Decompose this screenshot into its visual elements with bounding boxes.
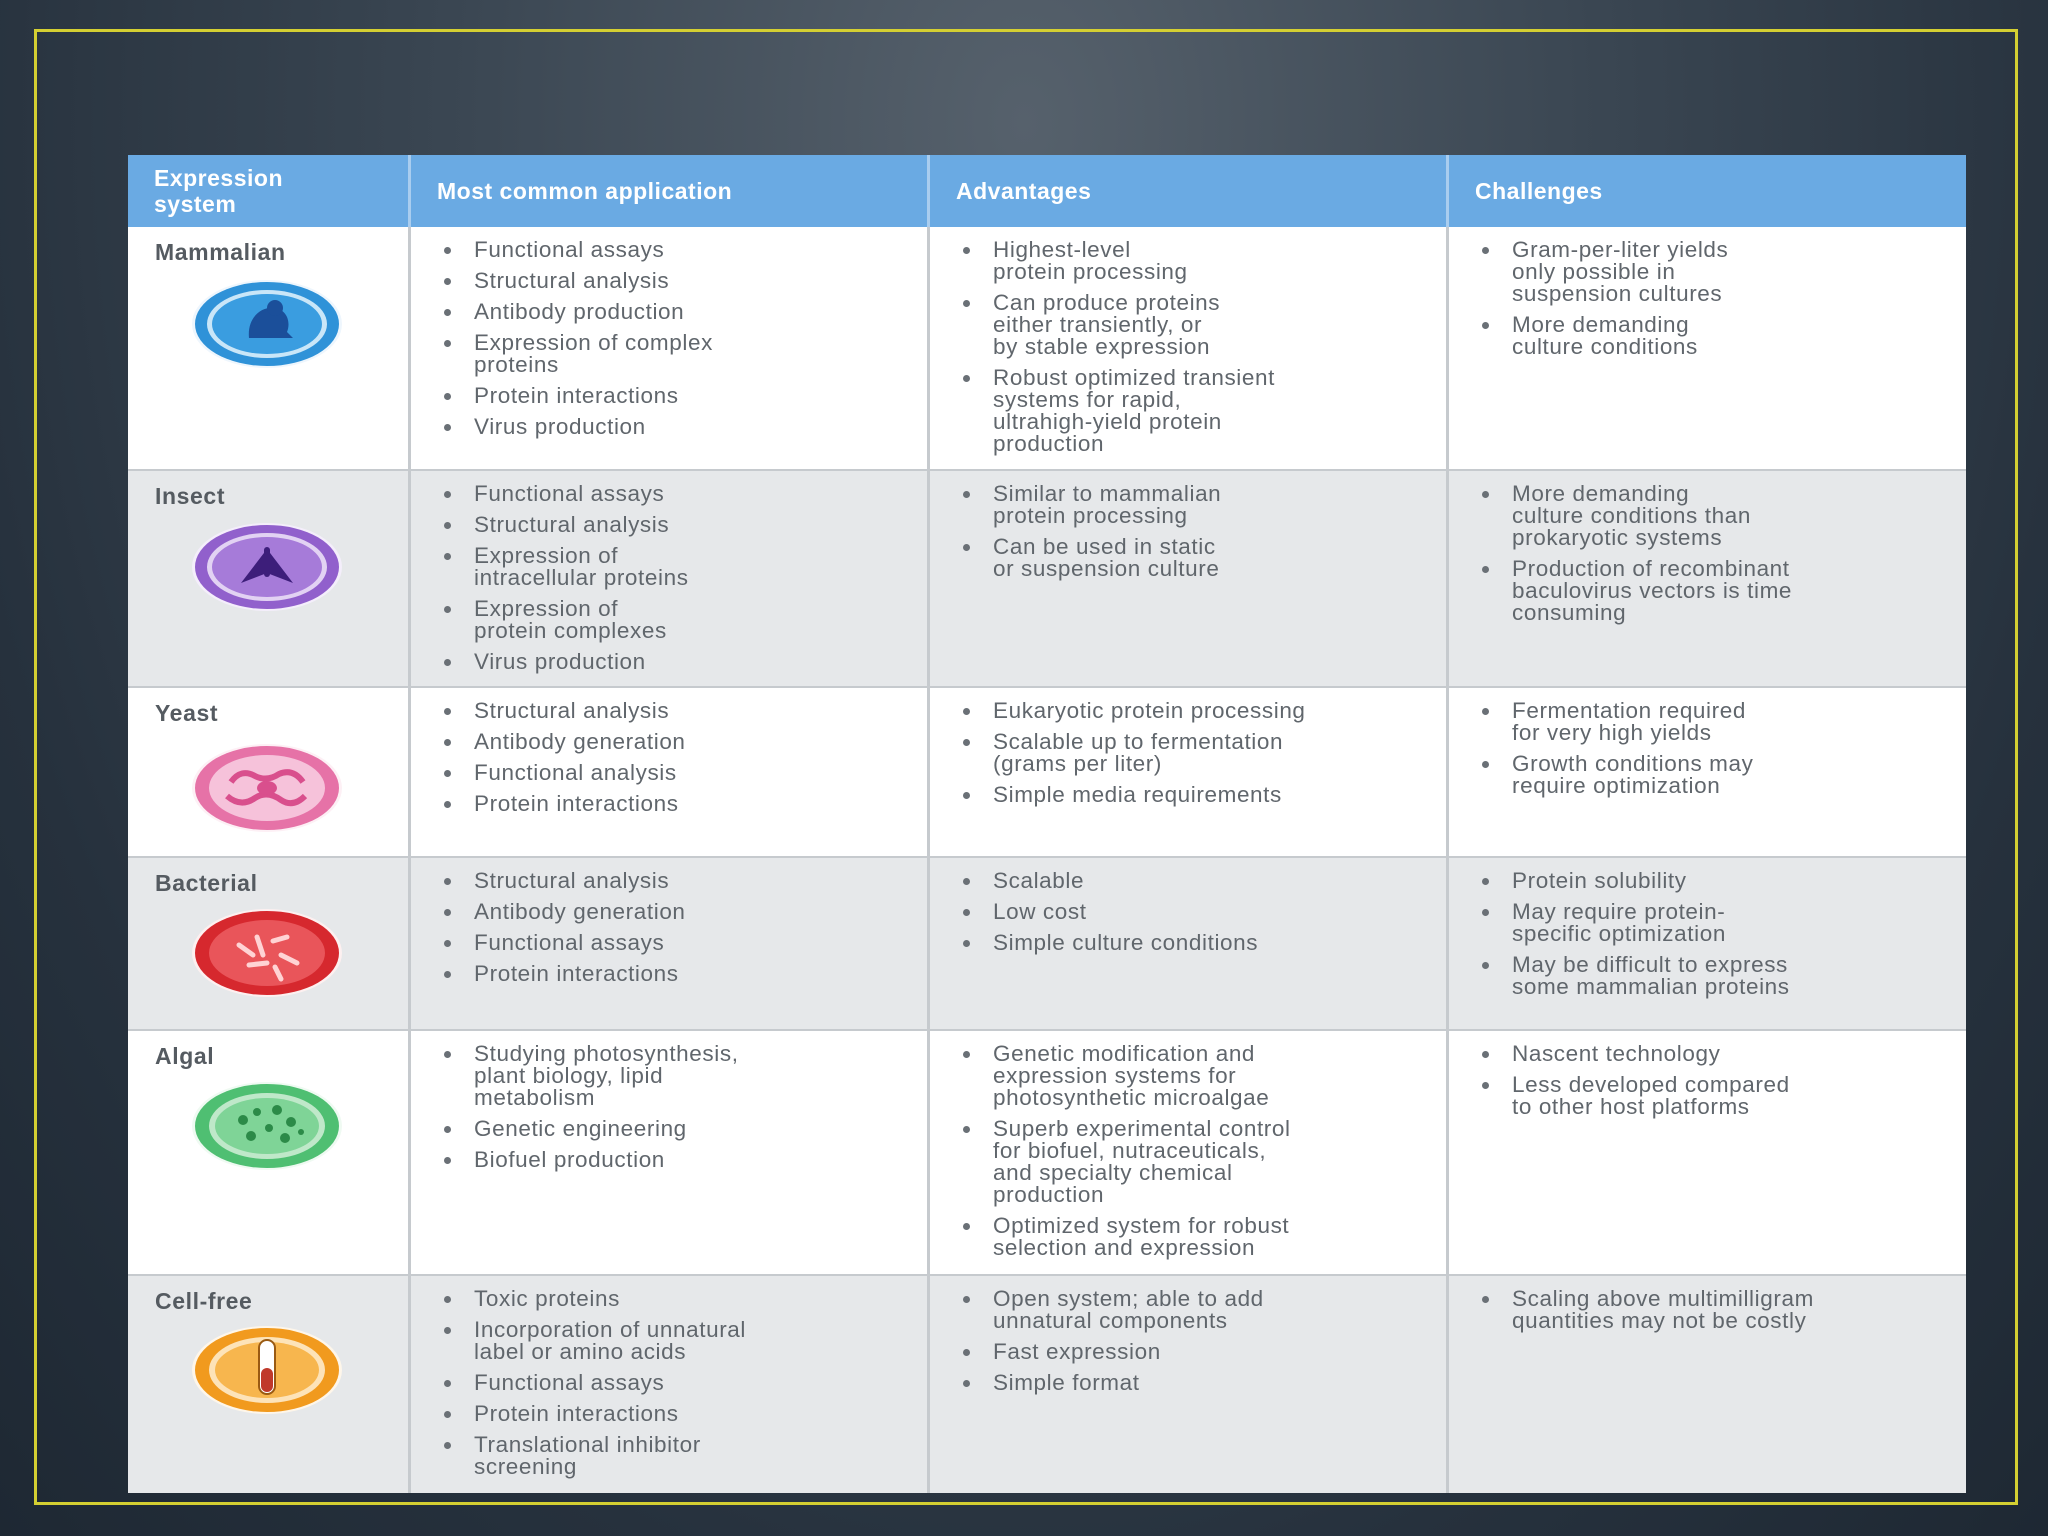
list-item: Structural analysis bbox=[442, 514, 915, 536]
list-item: Functional assays bbox=[442, 1372, 915, 1394]
list-item: Structural analysis bbox=[442, 870, 915, 892]
system-cell bbox=[128, 688, 411, 856]
table-row bbox=[128, 227, 1966, 471]
advantages-cell bbox=[930, 227, 1449, 469]
bullet-list bbox=[1480, 870, 1954, 1007]
header-expression-system: Expression system bbox=[128, 155, 411, 227]
list-item: Antibody production bbox=[442, 301, 915, 323]
list-item: Fast expression bbox=[961, 1341, 1434, 1363]
challenges-cell bbox=[1449, 858, 1966, 1029]
list-item: Gram-per-liter yields only possible in suspension cultures bbox=[1480, 239, 1954, 305]
list-item: Biofuel production bbox=[442, 1149, 915, 1171]
bacterial-cell-icon bbox=[191, 907, 343, 999]
test-tube-icon bbox=[191, 1324, 343, 1416]
list-item: Simple format bbox=[961, 1372, 1434, 1394]
advantages-cell bbox=[930, 688, 1449, 856]
yeast-cell-icon bbox=[191, 742, 343, 834]
list-item: Virus production bbox=[442, 651, 915, 673]
algal-cell-icon bbox=[191, 1080, 343, 1172]
list-item: Can be used in static or suspension culture bbox=[961, 536, 1434, 580]
list-item: Protein interactions bbox=[442, 963, 915, 985]
list-item: Protein interactions bbox=[442, 793, 915, 815]
bullet-list bbox=[442, 483, 915, 682]
list-item: Superb experimental control for biofuel, nutraceuticals, and specialty chemical production bbox=[961, 1118, 1434, 1206]
bullet-list bbox=[961, 483, 1434, 589]
list-item: Less developed compared to other host platforms bbox=[1480, 1074, 1954, 1118]
system-cell bbox=[128, 471, 411, 686]
system-name: Yeast bbox=[155, 700, 219, 726]
bullet-list bbox=[961, 870, 1434, 963]
list-item: Genetic modification and expression systems for photosynthetic microalgae bbox=[961, 1043, 1434, 1109]
bullet-list bbox=[1480, 1043, 1954, 1127]
list-item: May be difficult to express some mammalian proteins bbox=[1480, 954, 1954, 998]
list-item: Protein interactions bbox=[442, 385, 915, 407]
challenges-cell bbox=[1449, 471, 1966, 686]
list-item: Expression of protein complexes bbox=[442, 598, 915, 642]
header-challenges: Challenges bbox=[1475, 178, 1603, 204]
list-item: Robust optimized transient systems for rapid, ultrahigh-yield protein production bbox=[961, 367, 1434, 455]
list-item: Similar to mammalian protein processing bbox=[961, 483, 1434, 527]
table-row bbox=[128, 1276, 1966, 1493]
list-item: Scalable up to fermentation (grams per liter) bbox=[961, 731, 1434, 775]
list-item: Toxic proteins bbox=[442, 1288, 915, 1310]
table-row bbox=[128, 1031, 1966, 1276]
bullet-list bbox=[442, 1043, 915, 1180]
applications-cell bbox=[411, 858, 930, 1029]
system-name: Bacterial bbox=[155, 870, 258, 896]
list-item: Structural analysis bbox=[442, 700, 915, 722]
list-item: More demanding culture conditions than prokaryotic systems bbox=[1480, 483, 1954, 549]
list-item: Scaling above multimilligram quantities may not be costly bbox=[1480, 1288, 1954, 1332]
list-item: Functional assays bbox=[442, 239, 915, 261]
bullet-list bbox=[961, 700, 1434, 815]
advantages-cell bbox=[930, 471, 1449, 686]
list-item: Protein solubility bbox=[1480, 870, 1954, 892]
list-item: Expression of complex proteins bbox=[442, 332, 915, 376]
applications-cell bbox=[411, 1031, 930, 1274]
list-item: Low cost bbox=[961, 901, 1434, 923]
table-row bbox=[128, 471, 1966, 688]
challenges-cell bbox=[1449, 1276, 1966, 1493]
list-item: Simple culture conditions bbox=[961, 932, 1434, 954]
header-most-common-application: Most common application bbox=[411, 155, 930, 227]
system-name: Mammalian bbox=[155, 239, 286, 265]
system-name: Algal bbox=[155, 1043, 215, 1069]
advantages-cell bbox=[930, 1276, 1449, 1493]
list-item: Can produce proteins either transiently, or by stable expression bbox=[961, 292, 1434, 358]
list-item: Nascent technology bbox=[1480, 1043, 1954, 1065]
list-item: Studying photosynthesis, plant biology, lipid metabolism bbox=[442, 1043, 915, 1109]
list-item: Open system; able to add unnatural components bbox=[961, 1288, 1434, 1332]
bullet-list bbox=[1480, 239, 1954, 367]
list-item: Functional assays bbox=[442, 483, 915, 505]
system-cell bbox=[128, 227, 411, 469]
system-cell bbox=[128, 1276, 411, 1493]
list-item: Simple media requirements bbox=[961, 784, 1434, 806]
table-row bbox=[128, 688, 1966, 858]
system-name: Insect bbox=[155, 483, 226, 509]
advantages-cell bbox=[930, 858, 1449, 1029]
bullet-list bbox=[442, 1288, 915, 1487]
list-item: Optimized system for robust selection and expression bbox=[961, 1215, 1434, 1259]
list-item: More demanding culture conditions bbox=[1480, 314, 1954, 358]
insect-cell-icon bbox=[191, 521, 343, 613]
bullet-list bbox=[961, 239, 1434, 464]
system-name: Cell-free bbox=[155, 1288, 253, 1314]
list-item: Production of recombinant baculovirus vectors is time consuming bbox=[1480, 558, 1954, 624]
applications-cell bbox=[411, 471, 930, 686]
list-item: Fermentation required for very high yields bbox=[1480, 700, 1954, 744]
list-item: Translational inhibitor screening bbox=[442, 1434, 915, 1478]
list-item: Protein interactions bbox=[442, 1403, 915, 1425]
list-item: Expression of intracellular proteins bbox=[442, 545, 915, 589]
challenges-cell bbox=[1449, 1031, 1966, 1274]
bullet-list bbox=[442, 239, 915, 447]
bullet-list bbox=[961, 1288, 1434, 1403]
applications-cell bbox=[411, 688, 930, 856]
challenges-cell bbox=[1449, 227, 1966, 469]
table-header bbox=[128, 155, 1966, 227]
list-item: Virus production bbox=[442, 416, 915, 438]
applications-cell bbox=[411, 1276, 930, 1493]
list-item: Growth conditions may require optimization bbox=[1480, 753, 1954, 797]
list-item: Antibody generation bbox=[442, 731, 915, 753]
list-item: Functional analysis bbox=[442, 762, 915, 784]
bullet-list bbox=[1480, 483, 1954, 633]
list-item: May require protein- specific optimization bbox=[1480, 901, 1954, 945]
list-item: Antibody generation bbox=[442, 901, 915, 923]
advantages-cell bbox=[930, 1031, 1449, 1274]
bullet-list bbox=[1480, 1288, 1954, 1341]
list-item: Structural analysis bbox=[442, 270, 915, 292]
bullet-list bbox=[442, 870, 915, 994]
list-item: Functional assays bbox=[442, 932, 915, 954]
expression-systems-table bbox=[128, 155, 1966, 1493]
list-item: Incorporation of unnatural label or amino acids bbox=[442, 1319, 915, 1363]
applications-cell bbox=[411, 227, 930, 469]
list-item: Genetic engineering bbox=[442, 1118, 915, 1140]
bullet-list bbox=[1480, 700, 1954, 806]
bullet-list bbox=[961, 1043, 1434, 1268]
list-item: Scalable bbox=[961, 870, 1434, 892]
challenges-cell bbox=[1449, 688, 1966, 856]
header-advantages: Advantages bbox=[930, 155, 1449, 227]
mammalian-cell-icon bbox=[191, 278, 343, 370]
system-cell bbox=[128, 1031, 411, 1274]
bullet-list bbox=[442, 700, 915, 824]
table-row bbox=[128, 858, 1966, 1031]
list-item: Highest-level protein processing bbox=[961, 239, 1434, 283]
list-item: Eukaryotic protein processing bbox=[961, 700, 1434, 722]
system-cell bbox=[128, 858, 411, 1029]
